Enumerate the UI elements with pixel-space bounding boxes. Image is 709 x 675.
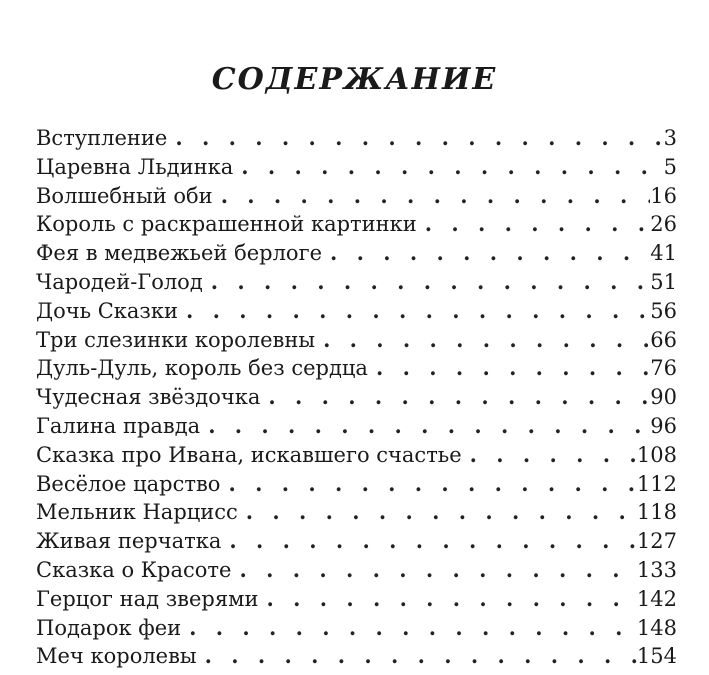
toc-entry: [36, 498, 677, 527]
toc-entry-title: Царевна Льдинка: [36, 154, 234, 179]
toc-entry-title: Чудесная звёздочка: [36, 385, 261, 410]
toc-entry: [36, 614, 677, 643]
dot-leader: [268, 383, 650, 412]
dot-leader: [330, 239, 650, 268]
toc-entry-page-number: 108: [636, 442, 677, 467]
toc-entry-title: Герцог над зверями: [36, 586, 259, 611]
toc-entry: [36, 585, 677, 614]
toc-entry: [36, 412, 677, 441]
toc-entry-page-number: 51: [650, 269, 677, 294]
toc-entry-page-number: 118: [636, 500, 677, 525]
toc-entry-title: Фея в медвежьей берлоге: [36, 241, 323, 266]
toc-entry-page-number: 90: [650, 385, 677, 410]
dot-leader: [323, 326, 650, 355]
toc-entry-title: Сказка про Ивана, искавшего счастье: [36, 442, 462, 467]
dot-leader: [205, 642, 637, 671]
toc-entry-page-number: 127: [636, 529, 677, 554]
dot-leader: [246, 498, 637, 527]
toc-entry-title: Вступление: [36, 126, 168, 150]
toc-entry-title: Живая перчатка: [36, 529, 222, 554]
dot-leader: [241, 153, 663, 182]
toc-entry: [36, 383, 677, 412]
dot-leader: [211, 268, 651, 297]
toc-entry: [36, 326, 677, 355]
toc-entry: [36, 354, 677, 383]
toc-entry-title: Мельник Нарцисс: [36, 500, 238, 525]
dot-leader: [376, 354, 650, 383]
toc-entry-page-number: 56: [650, 298, 677, 323]
toc-entry: [36, 527, 677, 556]
toc-entry-page-number: 76: [650, 356, 677, 381]
dot-leader: [208, 412, 650, 441]
toc-entry-title: Меч королевы: [36, 644, 197, 669]
toc-entry-page-number: 148: [636, 615, 677, 640]
toc-entry: [36, 153, 677, 182]
toc-entry-page-number: 16: [650, 183, 677, 208]
toc-entry-page-number: 66: [650, 327, 677, 352]
toc-entry-title: Сказка о Красоте: [36, 557, 232, 582]
toc-entry-page-number: 26: [650, 212, 677, 237]
toc-entry-page-number: 154: [636, 644, 677, 669]
dot-leader: [189, 614, 637, 643]
dot-leader: [470, 441, 637, 470]
toc-entry-title: Три слезинки королевны: [36, 327, 316, 352]
toc-entry: [36, 239, 677, 268]
toc-entry: [36, 124, 677, 153]
dot-leader: [186, 297, 650, 326]
toc-entry: [36, 182, 677, 211]
dot-leader: [229, 527, 637, 556]
toc-entry-page-number: 5: [663, 154, 677, 179]
toc-entry-title: Король с раскрашенной картинки: [36, 212, 417, 237]
toc-entry-title: Дуль-Дуль, король без сердца: [36, 356, 368, 381]
toc-entry-title: Волшебный оби: [36, 183, 213, 208]
toc-entry-title: Весёлое царство: [36, 471, 221, 496]
toc-entry: [36, 441, 677, 470]
toc-entry: [36, 268, 677, 297]
dot-leader: [228, 470, 636, 499]
toc-entry: [36, 642, 677, 671]
toc-entry: [36, 470, 677, 499]
toc-entry-title: Дочь Сказки: [36, 298, 178, 323]
dot-leader: [425, 210, 651, 239]
toc-entry-page-number: 133: [636, 557, 677, 582]
toc-entry-title: Галина правда: [36, 413, 201, 438]
toc-entry-page-number: 41: [650, 241, 677, 266]
toc-entry: [36, 556, 677, 585]
toc-title: СОДЕРЖАНИЕ: [211, 62, 498, 97]
toc-entry-page-number: 3: [663, 126, 677, 150]
toc-entry-title: Подарок феи: [36, 615, 182, 640]
toc-entry-title: Чародей-Голод: [36, 269, 203, 294]
toc-entry: [36, 297, 677, 326]
dot-leader: [175, 124, 663, 153]
toc-list: [36, 124, 677, 671]
toc-entry-page-number: 112: [636, 471, 677, 496]
dot-leader: [221, 182, 651, 211]
toc-entry-page-number: 142: [636, 586, 677, 611]
toc-entry-page-number: 96: [650, 413, 677, 438]
dot-leader: [266, 585, 636, 614]
toc-entry: [36, 210, 677, 239]
dot-leader: [239, 556, 636, 585]
